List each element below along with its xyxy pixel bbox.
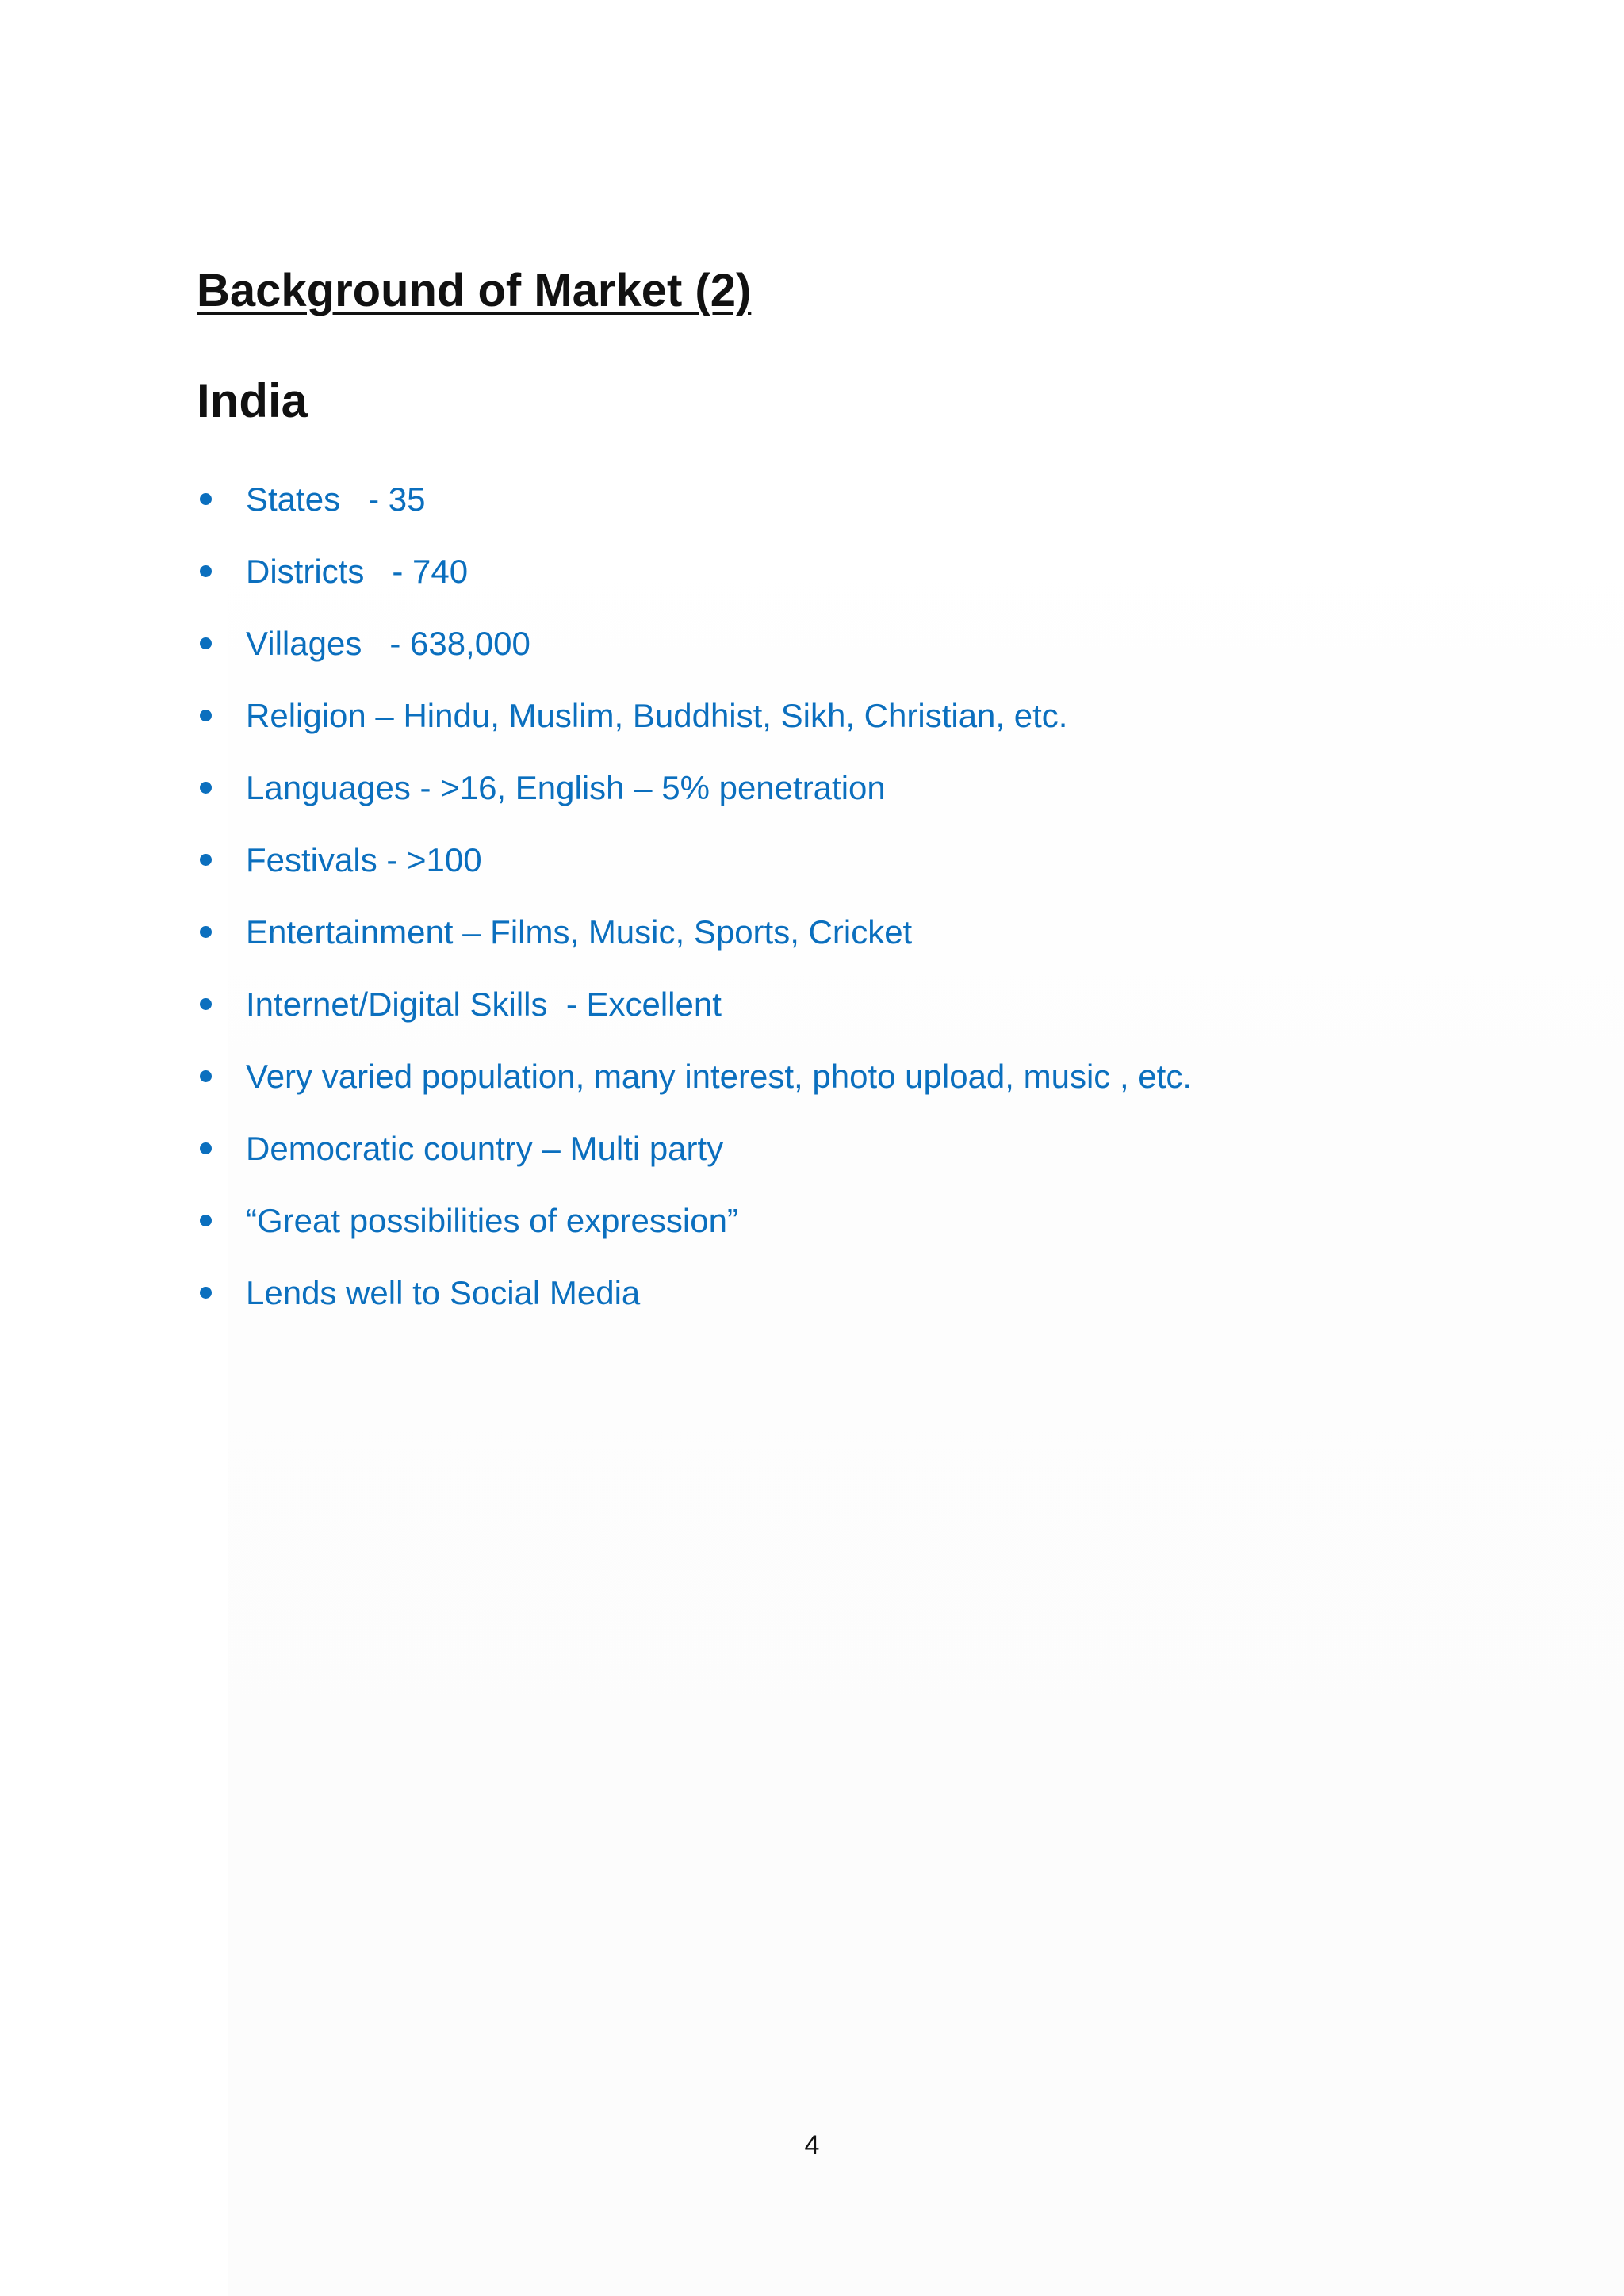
list-item-text: Districts - 740 [246,553,469,590]
list-item-text: Festivals - >100 [246,841,482,878]
bullet-icon [200,493,212,505]
list-item-text: Villages - 638,000 [246,625,530,662]
bullet-icon [200,782,212,794]
country-subheading: India [197,374,308,427]
list-item-text: Democratic country – Multi party [246,1130,724,1167]
list-item-text: Religion – Hindu, Muslim, Buddhist, Sikh, Christian, etc. [246,697,1068,734]
list-item-text: Internet/Digital Skills - Excellent [246,985,722,1023]
bullet-icon [200,1142,212,1154]
list-item-text: States - 35 [246,480,426,518]
list-item-text: Languages - >16, English – 5% penetration [246,769,886,806]
list-item-text: Very varied population, many interest, photo upload, music , etc. [246,1058,1193,1095]
bullet-icon [200,1287,212,1299]
bullet-icon [200,926,212,938]
bullet-icon [200,1215,212,1226]
bullet-icon [200,710,212,721]
bullet-icon [200,565,212,577]
list-item-text: Entertainment – Films, Music, Sports, Cricket [246,913,913,951]
bullet-icon [200,1070,212,1082]
bullet-icon [200,998,212,1010]
list-item-text: Lends well to Social Media [246,1274,641,1311]
page-number: 4 [804,2130,820,2160]
bullet-icon [200,854,212,866]
list-item-text: “Great possibilities of expression” [246,1202,738,1239]
bullet-icon [200,637,212,649]
section-heading: Background of Market (2) [197,265,752,316]
